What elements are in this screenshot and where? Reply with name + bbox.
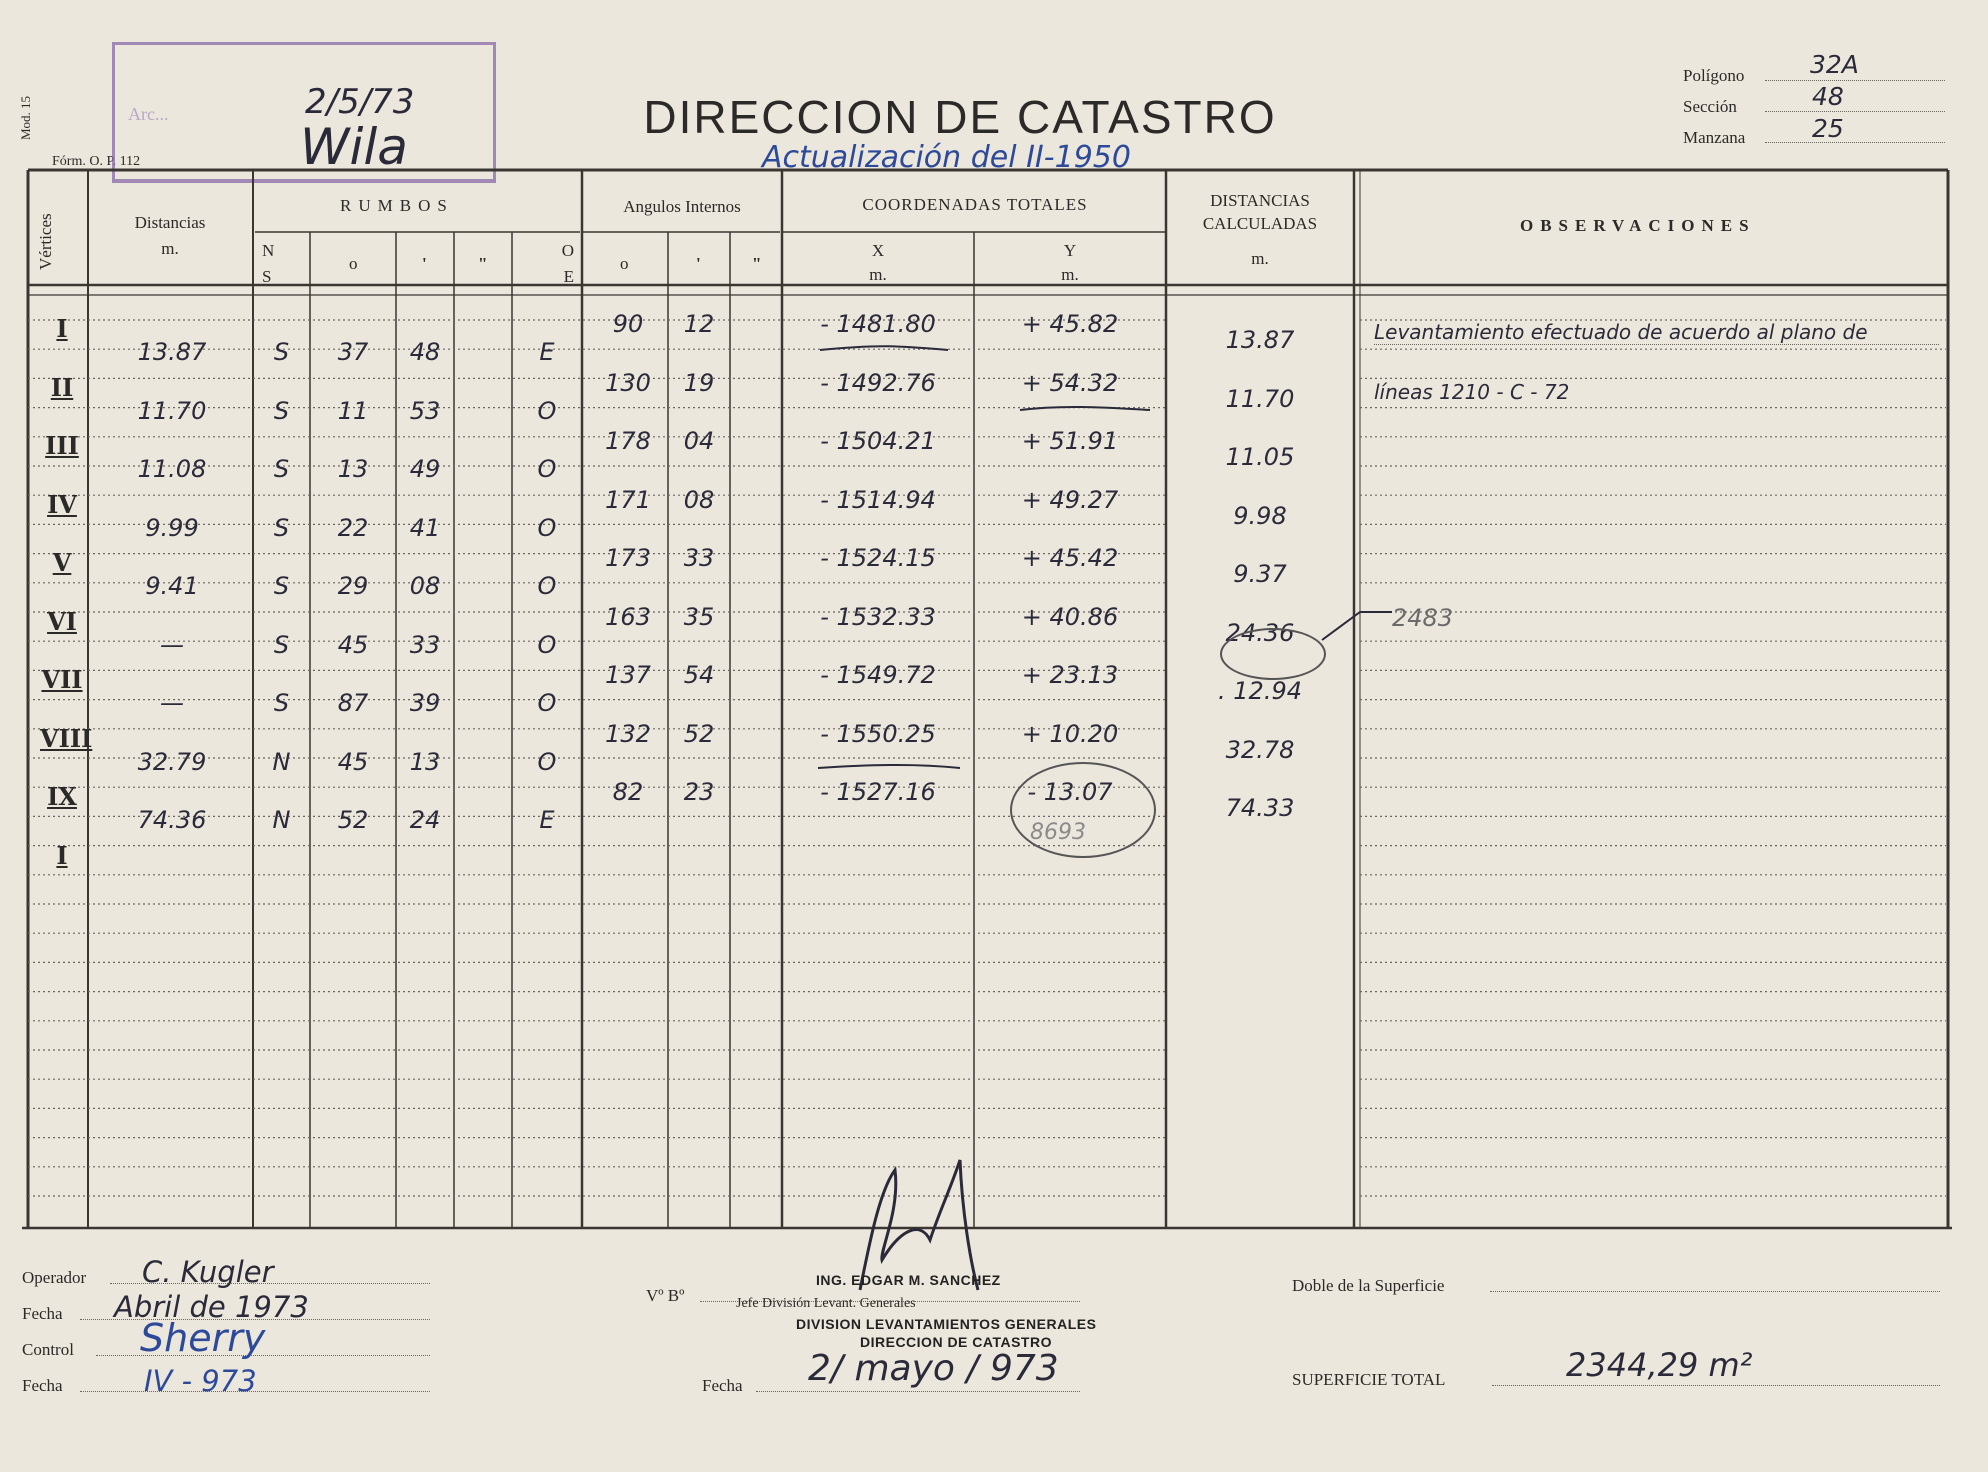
side-dist-calc: 9.37	[1233, 560, 1287, 588]
side-dist-calc: 9.98	[1233, 501, 1287, 530]
side-rumbo-deg: 45	[337, 630, 369, 659]
coord-y: + 10.20	[1021, 719, 1119, 748]
header-distancias: Distancias	[134, 213, 206, 232]
side-rumbo-min: 39	[409, 689, 441, 717]
side-ns: S	[273, 338, 290, 366]
superficie-total-label: SUPERFICIE TOTAL	[1292, 1370, 1446, 1389]
vertex-label: II	[50, 372, 74, 402]
manzana-value: 25	[1812, 114, 1844, 143]
angle-degrees: 90	[612, 310, 644, 338]
side-ns: N	[272, 747, 291, 776]
side-rumbo-min: 13	[409, 747, 441, 776]
vobo-label: Vº Bº	[646, 1286, 685, 1305]
header-x: X	[871, 241, 885, 260]
poligono-label: Polígono	[1683, 66, 1745, 85]
side-rumbo-deg: 37	[337, 338, 369, 366]
fecha-1-label: Fecha	[22, 1304, 63, 1323]
side-eo: O	[537, 747, 557, 776]
side-ns: S	[273, 455, 290, 483]
coord-x: - 1481.80	[820, 310, 936, 338]
vertex-label: IV	[47, 489, 77, 519]
header-distancias-unit: m.	[161, 239, 179, 258]
doble-superficie-line	[1490, 1291, 1940, 1292]
angle-minutes: 23	[683, 778, 715, 806]
page-title: DIRECCION DE CATASTRO	[643, 91, 1277, 143]
angle-degrees: 171	[605, 485, 651, 514]
side-rumbo-deg: 11	[337, 396, 369, 425]
side-dist-calc: . 12.94	[1218, 677, 1302, 705]
angle-minutes: 12	[683, 310, 715, 338]
doble-superficie-label: Doble de la Superficie	[1292, 1276, 1445, 1295]
vertex-label: III	[45, 431, 79, 460]
side-ns: S	[273, 513, 290, 542]
header-ang-min: '	[696, 254, 701, 273]
side-dist-calc: 24.36	[1225, 618, 1295, 647]
angle-minutes: 08	[683, 485, 715, 514]
coord-x: - 1532.33	[820, 602, 936, 631]
coord-x: - 1492.76	[820, 368, 936, 397]
side-distance: 11.08	[137, 455, 207, 483]
stamp-signature: Wila	[300, 118, 408, 176]
vertex-label: V	[52, 548, 72, 577]
coord-x: - 1504.21	[820, 427, 936, 455]
vertex-label: VII	[41, 665, 83, 694]
header-ns: N S	[262, 241, 275, 286]
side-distance: —	[160, 689, 184, 717]
vertex-label: I	[56, 314, 68, 343]
vertex-label: IX	[47, 782, 77, 811]
side-distance: 9.41	[145, 572, 199, 600]
side-rumbo-deg: 29	[337, 572, 369, 600]
vertex-label: I	[56, 840, 68, 870]
fecha-1-value: Abril de 1973	[114, 1290, 309, 1324]
side-rumbo-min: 24	[409, 806, 441, 834]
side-rumbo-min: 33	[409, 630, 441, 659]
control-label: Control	[22, 1340, 74, 1359]
angle-degrees: 178	[605, 427, 651, 455]
superficie-total-value: 2344,29 m²	[1566, 1346, 1753, 1384]
side-eo: O	[537, 396, 557, 425]
model-number: Mod. 15	[18, 95, 33, 140]
angle-degrees: 132	[605, 719, 651, 748]
side-eo: O	[537, 513, 557, 542]
coord-y: + 23.13	[1021, 661, 1119, 689]
side-rumbo-deg: 13	[337, 455, 369, 483]
side-rumbo-deg: 52	[337, 806, 369, 834]
coord-x: - 1550.25	[820, 719, 936, 748]
side-distance: 9.99	[145, 513, 199, 542]
coord-y: + 45.82	[1021, 310, 1119, 338]
side-ns: S	[273, 689, 290, 717]
side-eo: E	[539, 806, 555, 834]
header-y: Y	[1063, 241, 1077, 260]
side-ns: N	[272, 806, 291, 834]
side-eo: O	[537, 455, 557, 483]
header-rumbo-min: '	[422, 254, 427, 273]
header-coordenadas: COORDENADAS TOTALES	[862, 195, 1088, 214]
seal-role: Jefe División Levant. Generales	[736, 1296, 916, 1311]
seal-direction: DIRECCION DE CATASTRO	[860, 1334, 1052, 1350]
side-dist-calc: 11.05	[1225, 443, 1295, 471]
header-ang-deg: o	[620, 254, 629, 273]
stamp-date: 2/5/73	[305, 82, 415, 122]
side-ns: S	[273, 396, 290, 425]
angle-degrees: 82	[612, 778, 644, 806]
side-rumbo-deg: 45	[337, 747, 369, 776]
side-eo: E	[539, 338, 555, 366]
side-eo: O	[537, 630, 557, 659]
control-value: Sherry	[140, 1316, 266, 1360]
side-distance: 74.36	[137, 806, 207, 834]
coord-x: - 1549.72	[820, 661, 936, 689]
side-dist-calc: 11.70	[1225, 384, 1295, 413]
fecha-3-line	[756, 1391, 1080, 1392]
side-distance: —	[160, 630, 184, 659]
coord-x: - 1514.94	[820, 485, 936, 514]
fecha-2-value: IV - 973	[144, 1364, 257, 1398]
angle-degrees: 130	[605, 368, 651, 397]
fecha-3-value: 2/ mayo / 973	[808, 1348, 1059, 1389]
seal-name: ING. EDGAR M. SANCHEZ	[816, 1272, 1001, 1288]
side-ns: S	[273, 572, 290, 600]
fecha-3-label: Fecha	[702, 1376, 743, 1395]
side-dist-calc: 32.78	[1225, 735, 1295, 764]
vertex-label: VIII	[40, 723, 93, 753]
side-rumbo-min: 41	[409, 513, 441, 542]
header-x-unit: m.	[869, 265, 887, 284]
side-ns: S	[273, 630, 290, 659]
header-rumbo-sec: "	[478, 254, 488, 273]
operador-value: C. Kugler	[142, 1255, 274, 1289]
y-note: 8693	[1030, 820, 1086, 845]
coord-y: + 45.42	[1021, 544, 1119, 572]
header-vertices: Vértices	[36, 213, 55, 270]
side-rumbo-min: 49	[409, 455, 441, 483]
side-eo: O	[537, 572, 557, 600]
seal-division: DIVISION LEVANTAMIENTOS GENERALES	[796, 1316, 1097, 1332]
angle-degrees: 137	[605, 661, 651, 689]
side-rumbo-min: 53	[409, 396, 441, 425]
superficie-total-line	[1492, 1385, 1940, 1386]
header-ang-sec: "	[752, 254, 762, 273]
side-rumbo-min: 08	[409, 572, 441, 600]
page-subtitle: Actualización del II-1950	[762, 140, 1131, 175]
seccion-value: 48	[1812, 82, 1844, 111]
vertex-label: VI	[47, 606, 77, 636]
fecha-2-label: Fecha	[22, 1376, 63, 1395]
coord-y: + 49.27	[1021, 485, 1119, 514]
form-number: Fórm. O. P. 112	[52, 154, 141, 169]
angle-minutes: 04	[683, 427, 715, 455]
poligono-value: 32A	[1810, 50, 1859, 79]
angle-minutes: 54	[683, 661, 715, 689]
coord-x: - 1527.16	[820, 778, 936, 806]
observaciones-line-2: líneas 1210 - C - 72	[1374, 380, 1570, 404]
angle-degrees: 163	[605, 602, 651, 631]
side-eo: O	[537, 689, 557, 717]
side-distance: 13.87	[137, 338, 207, 366]
coord-y: + 40.86	[1021, 602, 1119, 631]
side-distance: 11.70	[137, 396, 207, 425]
coord-y: + 51.91	[1021, 427, 1119, 455]
angle-minutes: 52	[683, 719, 715, 748]
observaciones-line-1: Levantamiento efectuado de acuerdo al plano de	[1374, 320, 1939, 345]
manzana-label: Manzana	[1683, 128, 1746, 147]
angle-minutes: 35	[683, 602, 715, 631]
angle-minutes: 19	[683, 368, 715, 397]
operador-label: Operador	[22, 1268, 87, 1287]
side-dist-calc: 74.33	[1225, 794, 1295, 822]
stamp-faint-text: Arc...	[128, 104, 169, 124]
side-rumbo-min: 48	[409, 338, 441, 366]
header-eo: O E	[561, 241, 574, 286]
header-observaciones: OBSERVACIONES	[1520, 216, 1756, 235]
side-rumbo-deg: 87	[337, 689, 369, 717]
header-rumbo-deg: o	[349, 254, 358, 273]
header-angulos: Angulos Internos	[623, 197, 741, 216]
header-dist-calc-unit: m.	[1251, 249, 1269, 268]
side-dist-calc: 13.87	[1225, 326, 1295, 354]
header-rumbos: RUMBOS	[340, 196, 454, 215]
header-y-unit: m.	[1061, 265, 1079, 284]
angle-minutes: 33	[683, 544, 715, 572]
header-dist-calc: DISTANCIAS CALCULADAS	[1202, 191, 1318, 233]
seccion-label: Sección	[1683, 97, 1737, 116]
angle-degrees: 173	[605, 544, 651, 572]
coord-y: + 54.32	[1021, 368, 1119, 397]
side-distance: 32.79	[137, 747, 207, 776]
coord-y: - 13.07	[1027, 778, 1113, 806]
side-rumbo-deg: 22	[337, 513, 369, 542]
coord-x: - 1524.15	[820, 544, 936, 572]
calc-note: 2483	[1392, 604, 1454, 632]
